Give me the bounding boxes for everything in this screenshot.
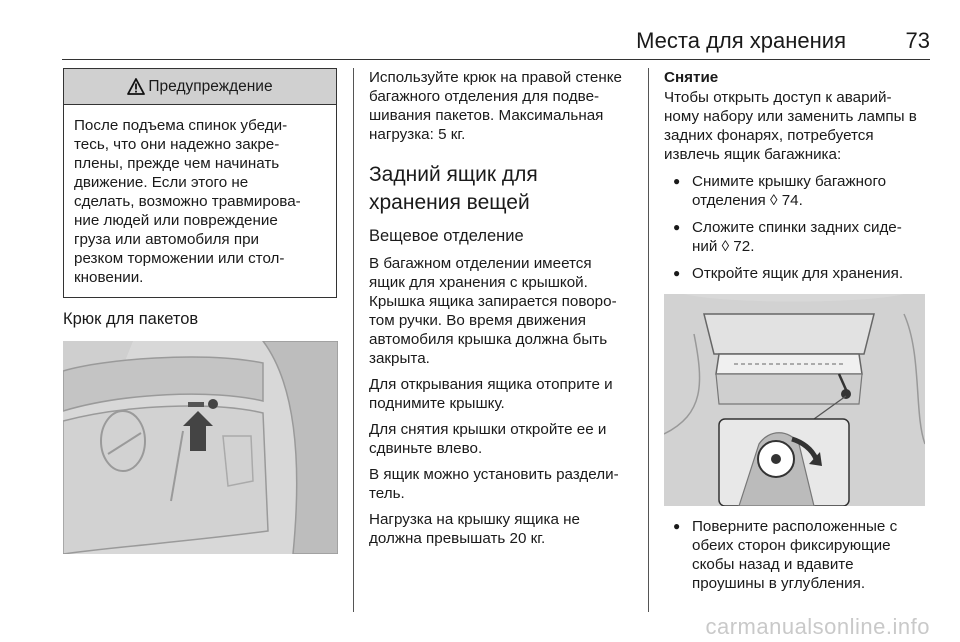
column-middle: [369, 68, 634, 548]
removal-intro: Чтобы открыть доступ к аварий- ному набору или заменить лампы в задних фонарях, потребуется извлечь ящик багажника:: [664, 89, 917, 163]
paragraph-divider: В ящик можно установить раздели- тель.: [369, 466, 619, 502]
warning-header: [64, 69, 336, 105]
column-divider: [648, 68, 649, 612]
bag-hook-text: Используйте крюк на правой стенке багажного отделения для подве- шивания пакетов. Максимальная нагрузка: 5 кг.: [369, 69, 622, 143]
page-number: 73: [905, 28, 930, 53]
list-item: ● Откройте ящик для хранения.: [664, 264, 930, 283]
paragraph-compartment: В багажном отделении имеется ящик для хранения с крышкой. Крышка ящика запирается поворо- том ручки. Во время движения автомобиля крышка должна быть закрыта.: [369, 255, 617, 367]
warning-box: [63, 68, 337, 298]
section-heading-rear-storage: Задний ящик для хранения вещей: [369, 163, 538, 214]
warning-text: После подъема спинок убеди- тесь, что они надежно закре- плены, прежде чем начинать движение. Если этого не сделать, возможно травмирова- ние людей или повреждение груза или автомобиля при резком торможении или стол- кновении.: [74, 117, 301, 286]
column-right: [664, 68, 930, 593]
list-item: ● Снимите крышку багажного отделения ◊ 74.: [664, 172, 930, 210]
paragraph-load-limit: Нагрузка на крышку ящика не должна превышать 20 кг.: [369, 511, 580, 547]
column-left: [63, 68, 337, 554]
storage-box-illustration: [664, 294, 925, 506]
list-item: ● Сложите спинки задних сиде- ний ◊ 72.: [664, 218, 930, 256]
paragraph-lid-removal: Для снятия крышки откройте ее и сдвиньте влево.: [369, 421, 607, 457]
list-item: ● Поверните расположенные с обеих сторон фиксирующие скобы назад и вдавите проушины в углубления.: [664, 517, 930, 593]
watermark: carmanualsonline.info: [705, 614, 930, 639]
subheading-storage-compartment: Вещевое отделение: [369, 227, 524, 245]
bag-hook-illustration: [63, 341, 338, 554]
warning-icon: [127, 78, 145, 95]
paragraph-opening: Для открывания ящика отоприте и поднимите крышку.: [369, 376, 613, 412]
subheading-removal: Снятие: [664, 69, 719, 86]
section-title-bag-hook: Крюк для пакетов: [63, 310, 199, 328]
page-title: Места для хранения: [636, 28, 846, 53]
warning-title: Предупреждение: [148, 78, 273, 95]
page-header: [62, 28, 930, 60]
column-divider: [353, 68, 354, 612]
